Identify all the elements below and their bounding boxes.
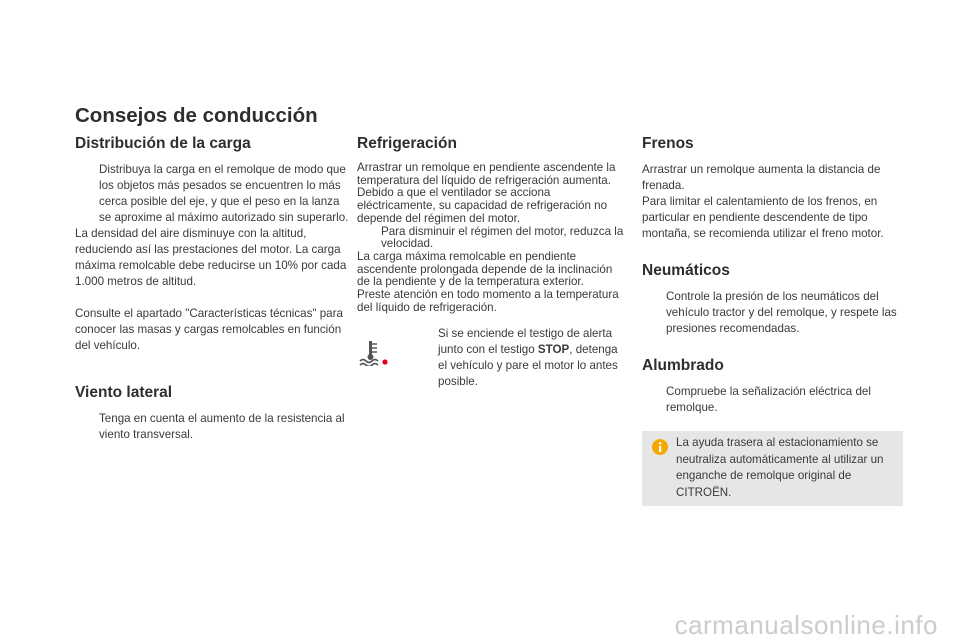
page-title: Consejos de conducción [75, 104, 318, 127]
paragraph: Consulte el apartado "Características técnicas" para conocer las masas y cargas remolcables en función del vehículo. [75, 307, 343, 352]
bullet-marker-icon [75, 411, 99, 443]
bullet-item [642, 384, 907, 416]
coolant-temperature-icon [357, 326, 414, 390]
paragraph: Arrastrar un remolque aumenta la distancia de frenada. [642, 163, 881, 192]
heading-cooling: Refrigeración [357, 135, 457, 152]
warning-text: Si se enciende el testigo de alerta junto con el testigo STOP, detenga el vehículo y pare el motor lo antes posible. [438, 327, 618, 389]
paragraph: Preste atención en todo momento a la temperatura del líquido de refrigeración. [357, 288, 619, 314]
bullet-item [414, 326, 625, 390]
bullet-marker-icon [642, 384, 666, 416]
heading-brakes: Frenos [642, 135, 694, 152]
paragraph: Arrastrar un remolque en pendiente ascendente la temperatura del líquido de refrigeración aumenta. [357, 161, 616, 187]
bullet-marker-icon [357, 226, 381, 251]
info-text: La ayuda trasera al estacionamiento se neutraliza automáticamente al utilizar un enganche de remolque original de CITROËN. [676, 436, 884, 499]
bullet-item [75, 162, 350, 226]
bullet-item [642, 289, 907, 337]
paragraph: Para limitar el calentamiento de los frenos, en particular en pendiente descendente de tipo montaña, se recomienda utilizar el freno motor. [642, 195, 884, 240]
paragraph: La carga máxima remolcable en pendiente ascendente prolongada depende de la inclinación de la pendiente y de la temperatura exterior. [357, 249, 613, 289]
info-icon [652, 435, 676, 506]
stop-label: STOP [537, 343, 570, 357]
paragraph: La densidad del aire disminuye con la altitud, reduciendo así las prestaciones del motor. La carga máxima remolcable debe reducirse un 10% por cada 1.000 metros de altitud. [75, 227, 347, 288]
column-brakes [642, 135, 907, 416]
info-box [642, 431, 903, 506]
bullet-text: Controle la presión de los neumáticos del vehículo tractor y del remolque, y respete las presiones recomendadas. [666, 290, 897, 335]
bullet-item [357, 226, 625, 251]
bullet-text: Tenga en cuenta el aumento de la resistencia al viento transversal. [99, 412, 345, 441]
bullet-marker-icon [75, 162, 99, 226]
heading-lighting: Alumbrado [642, 357, 724, 374]
bullet-item [75, 411, 350, 443]
heading-tyres: Neumáticos [642, 262, 730, 279]
heading-crosswind: Viento lateral [75, 384, 173, 401]
bullet-marker-icon [414, 326, 438, 390]
bullet-marker-icon [642, 289, 666, 337]
watermark: carmanualsonline.info [674, 610, 938, 640]
paragraph: Debido a que el ventilador se acciona eléctricamente, su capacidad de refrigeración no depende del régimen del motor. [357, 186, 608, 225]
warning-block [357, 326, 625, 390]
column-cooling [357, 135, 625, 390]
bullet-text: Distribuya la carga en el remolque de modo que los objetos más pesados se encuentren lo más cerca posible del eje, y que el peso en la lanza se aproxime al máximo autorizado sin superarlo. [99, 163, 349, 224]
column-load [75, 135, 350, 443]
bullet-text: Compruebe la señalización eléctrica del remolque. [666, 385, 871, 414]
heading-load-distribution: Distribución de la carga [75, 135, 251, 152]
bullet-text: Para disminuir el régimen del motor, reduzca la velocidad. [381, 224, 624, 251]
